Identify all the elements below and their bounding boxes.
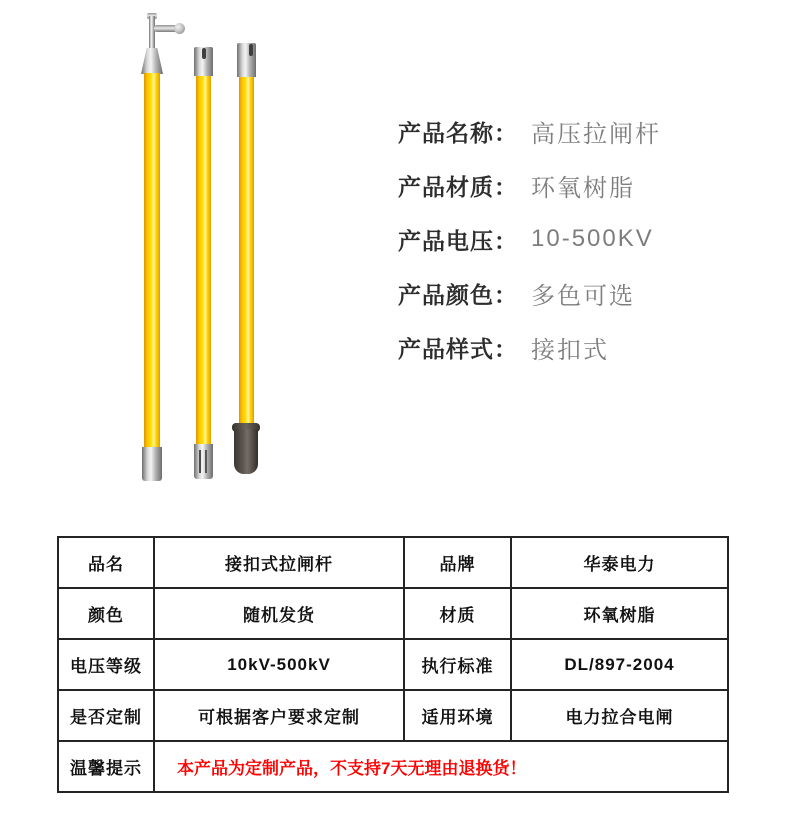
pole-shaft-yellow bbox=[239, 77, 254, 424]
socket-slot bbox=[249, 44, 253, 56]
table-cell: 电压等级 bbox=[58, 639, 154, 690]
spec-label: 产品名称： bbox=[398, 119, 518, 146]
hook-ferrule-cone bbox=[141, 48, 163, 74]
bottom-ferrule bbox=[142, 447, 162, 481]
hook-knob bbox=[174, 23, 185, 34]
pole-section-grip-end bbox=[232, 43, 260, 474]
spec-row-voltage bbox=[398, 212, 758, 266]
hook-pin bbox=[149, 16, 155, 51]
table-cell: 品名 bbox=[58, 537, 154, 588]
clip-slot bbox=[205, 450, 207, 473]
top-socket-cap bbox=[237, 43, 256, 77]
spec-label: 产品材质： bbox=[398, 173, 518, 200]
table-cell: 电力拉合电闸 bbox=[511, 690, 728, 741]
table-cell: 执行标准 bbox=[404, 639, 511, 690]
table-cell: 环氧树脂 bbox=[511, 588, 728, 639]
spec-table bbox=[57, 536, 729, 793]
table-row bbox=[58, 639, 728, 690]
table-cell: 是否定制 bbox=[58, 690, 154, 741]
spec-value: 接扣式 bbox=[531, 336, 609, 364]
spec-list bbox=[398, 104, 758, 374]
table-row bbox=[58, 690, 728, 741]
table-cell: 10kV-500kV bbox=[154, 639, 404, 690]
table-cell: 可根据客户要求定制 bbox=[154, 690, 404, 741]
pole-section-hook-end bbox=[140, 13, 186, 481]
pole-shaft-yellow bbox=[196, 76, 211, 444]
spec-row-material bbox=[398, 158, 758, 212]
table-row-notice bbox=[58, 741, 728, 792]
spec-value: 10-500KV bbox=[531, 225, 654, 252]
spec-value: 环氧树脂 bbox=[531, 174, 635, 202]
notice-text: 本产品为定制产品，不支持7天无理由退换货！ bbox=[154, 741, 728, 792]
spec-label: 产品电压： bbox=[398, 227, 518, 254]
spec-label: 产品颜色： bbox=[398, 281, 518, 308]
table-row bbox=[58, 588, 728, 639]
spec-row-name bbox=[398, 104, 758, 158]
table-cell: 温馨提示 bbox=[58, 741, 154, 792]
table-cell: 接扣式拉闸杆 bbox=[154, 537, 404, 588]
table-cell: 随机发货 bbox=[154, 588, 404, 639]
table-cell: DL/897-2004 bbox=[511, 639, 728, 690]
spec-label: 产品样式： bbox=[398, 335, 518, 362]
socket-slot bbox=[202, 48, 206, 59]
spec-row-style bbox=[398, 320, 758, 374]
table-cell: 品牌 bbox=[404, 537, 511, 588]
rubber-grip-handle bbox=[234, 429, 258, 474]
spec-value: 多色可选 bbox=[531, 282, 635, 310]
spec-value: 高压拉闸杆 bbox=[531, 120, 661, 148]
table-cell: 华泰电力 bbox=[511, 537, 728, 588]
pole-shaft-yellow bbox=[144, 73, 160, 447]
pole-section-middle bbox=[193, 47, 215, 479]
table-cell: 颜色 bbox=[58, 588, 154, 639]
table-cell: 材质 bbox=[404, 588, 511, 639]
clip-slot bbox=[199, 450, 201, 473]
table-cell: 适用环境 bbox=[404, 690, 511, 741]
bottom-ferrule-spring-clip bbox=[194, 444, 213, 479]
table-row bbox=[58, 537, 728, 588]
product-photo bbox=[0, 0, 390, 510]
top-socket-cap bbox=[194, 47, 213, 76]
spec-row-color bbox=[398, 266, 758, 320]
